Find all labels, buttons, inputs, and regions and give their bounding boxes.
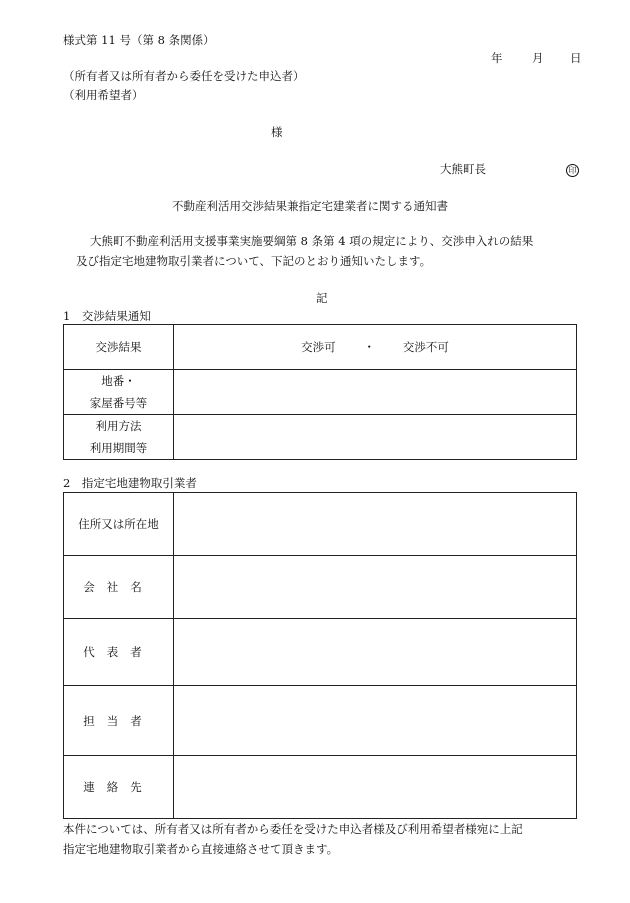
- negotiation-result-table: [63, 324, 577, 460]
- table-row: [64, 493, 577, 556]
- table-row: [64, 325, 577, 370]
- realtor-table: [63, 492, 577, 819]
- representative-field[interactable]: [174, 619, 577, 686]
- row-label-result: 交渉結果: [64, 325, 174, 370]
- option-not-negotiable[interactable]: 交渉不可: [402, 340, 449, 354]
- seal-icon: 印: [566, 164, 579, 177]
- table-row: [64, 556, 577, 619]
- honorific-sama: 様: [271, 125, 283, 139]
- option-negotiable[interactable]: 交渉可: [301, 340, 336, 354]
- company-field[interactable]: [174, 556, 577, 619]
- result-options-cell[interactable]: [174, 325, 577, 370]
- table-row: [64, 370, 577, 415]
- row-label-contact-person: 担当者: [64, 686, 174, 756]
- usage-period-field[interactable]: [174, 415, 577, 460]
- recipient-owner-line: （所有者又は所有者から委任を受けた申込者）: [63, 69, 305, 83]
- option-separator: ・: [363, 340, 375, 354]
- lot-number-field[interactable]: [174, 370, 577, 415]
- seal-mark: [566, 163, 579, 177]
- table-row: [64, 619, 577, 686]
- contact-person-field[interactable]: [174, 686, 577, 756]
- address-field[interactable]: [174, 493, 577, 556]
- footer-line-2: 指定宅地建物取引業者から直接連絡させて頂きます。: [63, 842, 339, 856]
- row-label-address: 住所又は所在地: [64, 493, 174, 556]
- table-row: [64, 756, 577, 819]
- section1-heading: 1 交渉結果通知: [63, 309, 151, 323]
- section2-heading: 2 指定宅地建物取引業者: [63, 476, 197, 490]
- row-label-lot-number: 地番・ 家屋番号等: [64, 370, 174, 415]
- issuer-name: 大熊町長: [440, 162, 486, 176]
- date-month-label: 月: [532, 51, 544, 65]
- row-label-company: 会社名: [64, 556, 174, 619]
- form-number: 様式第 11 号（第 8 条関係）: [63, 33, 215, 47]
- intro-line-2: 及び指定宅地建物取引業者について、下記のとおり通知いたします。: [76, 254, 432, 268]
- date-day-label: 日: [570, 51, 582, 65]
- footer-line-1: 本件については、所有者又は所有者から委任を受けた申込者様及び利用希望者様宛に上記: [63, 822, 523, 836]
- recipient-user-line: （利用希望者）: [63, 88, 144, 102]
- ki-heading: 記: [316, 291, 328, 305]
- row-label-representative: 代表者: [64, 619, 174, 686]
- row-label-contact-info: 連絡先: [64, 756, 174, 819]
- row-label-usage: 利用方法 利用期間等: [64, 415, 174, 460]
- document-title: 不動産利活用交渉結果兼指定宅建業者に関する通知書: [172, 199, 448, 213]
- contact-info-field[interactable]: [174, 756, 577, 819]
- date-year-label: 年: [491, 51, 503, 65]
- intro-line-1: 大熊町不動産利活用支援事業実施要綱第 8 条第 4 項の規定により、交渉申入れの結果: [90, 234, 534, 248]
- table-row: [64, 415, 577, 460]
- table-row: [64, 686, 577, 756]
